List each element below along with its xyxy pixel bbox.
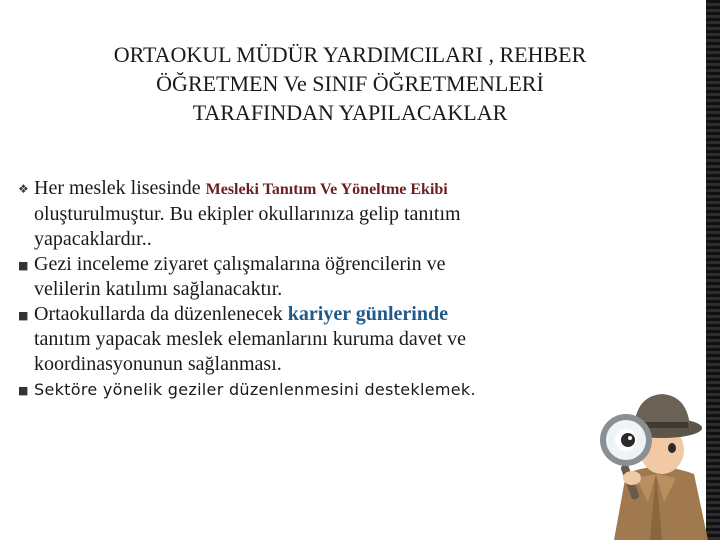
slide-title xyxy=(40,40,660,127)
bullet-line xyxy=(34,302,580,327)
square-bullet-icon: ■ xyxy=(18,259,29,272)
bullet-line xyxy=(34,176,580,202)
bullet-line: velilerin katılımı sağlanacaktır. xyxy=(34,278,283,300)
highlighted-team-name: Mesleki Tanıtım Ve Yöneltme Ekibi xyxy=(205,181,448,198)
bullet-item xyxy=(20,302,580,377)
title-line-2: ÖĞRETMEN Ve SINIF ÖĞRETMENLERİ xyxy=(156,71,544,96)
bullet-line: yapacaklardır.. xyxy=(34,228,152,250)
bullet-item xyxy=(20,252,580,302)
bullet-line: tanıtım yapacak meslek elemanlarını kuruma davet ve xyxy=(34,328,467,350)
bullet-text: Her meslek lisesinde xyxy=(34,177,206,199)
bullet-list xyxy=(20,176,580,402)
bullet-text: Ortaokullarda da düzenlenecek xyxy=(34,303,288,325)
square-bullet-icon: ■ xyxy=(18,309,29,322)
bullet-line: Sektöre yönelik geziler düzenlenmesini desteklemek. xyxy=(34,380,476,399)
title-line-1: ORTAOKUL MÜDÜR YARDIMCILARI , REHBER xyxy=(113,42,587,67)
diamond-bullet-icon: ❖ xyxy=(18,182,29,196)
title-line-3: TARAFINDAN YAPILACAKLAR xyxy=(192,100,508,125)
detective-with-magnifier-icon xyxy=(596,382,716,540)
bullet-line: oluşturulmuştur. Bu ekipler okullarınıza gelip tanıtım xyxy=(34,203,461,225)
bullet-item xyxy=(20,176,580,252)
bullet-item xyxy=(20,377,580,402)
bullet-line: koordinasyonunun sağlanması. xyxy=(34,353,282,375)
bullet-line: Gezi inceleme ziyaret çalışmalarına öğrencilerin ve xyxy=(34,253,446,275)
highlighted-career-days: kariyer günlerinde xyxy=(287,303,448,325)
square-bullet-icon: ■ xyxy=(18,384,29,397)
